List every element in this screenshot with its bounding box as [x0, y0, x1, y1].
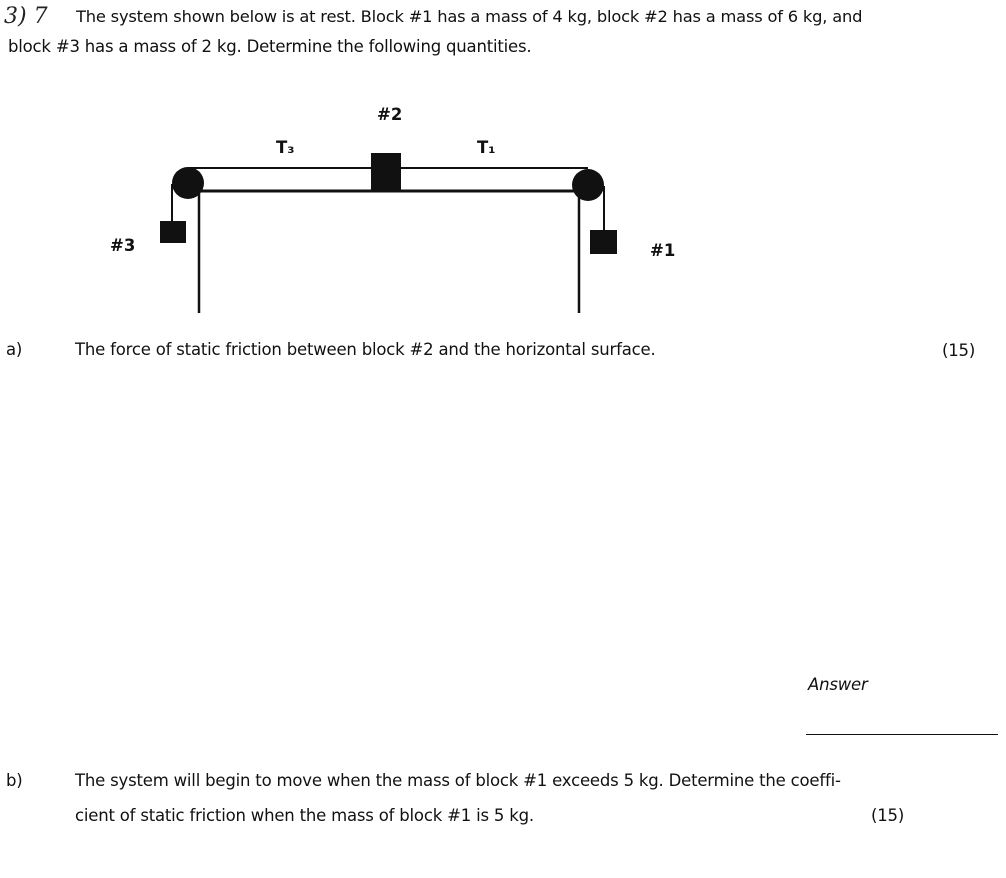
label-tension-3: T₃	[276, 138, 295, 157]
part-b-letter: b)	[6, 771, 23, 790]
label-block-3: #3	[110, 236, 136, 255]
problem-number: 3) 7	[4, 4, 48, 29]
problem-intro-line-2: block #3 has a mass of 2 kg. Determine the following quantities.	[8, 37, 532, 56]
problem-intro-line-1: The system shown below is at rest. Block #1 has a mass of 4 kg, block #2 has a mass of 6 kg, and	[76, 7, 863, 26]
pulley-diagram	[0, 0, 1006, 330]
part-b-points: (15)	[871, 806, 905, 825]
label-block-1: #1	[650, 241, 676, 260]
part-b-line-2: cient of static friction when the mass of block #1 is 5 kg.	[75, 806, 534, 825]
pulley-right	[572, 169, 604, 201]
label-block-2: #2	[377, 105, 403, 124]
answer-line[interactable]	[806, 734, 998, 735]
part-a-points: (15)	[942, 341, 976, 360]
answer-label: Answer	[808, 675, 868, 694]
block-2	[371, 153, 401, 191]
part-a-text: The force of static friction between block #2 and the horizontal surface.	[75, 340, 656, 359]
part-a-letter: a)	[6, 340, 23, 359]
label-tension-1: T₁	[477, 138, 496, 157]
part-b-line-1: The system will begin to move when the mass of block #1 exceeds 5 kg. Determine the coeffi-	[75, 771, 841, 790]
block-1	[590, 230, 617, 254]
block-3	[160, 221, 186, 243]
pulley-left	[172, 167, 204, 199]
